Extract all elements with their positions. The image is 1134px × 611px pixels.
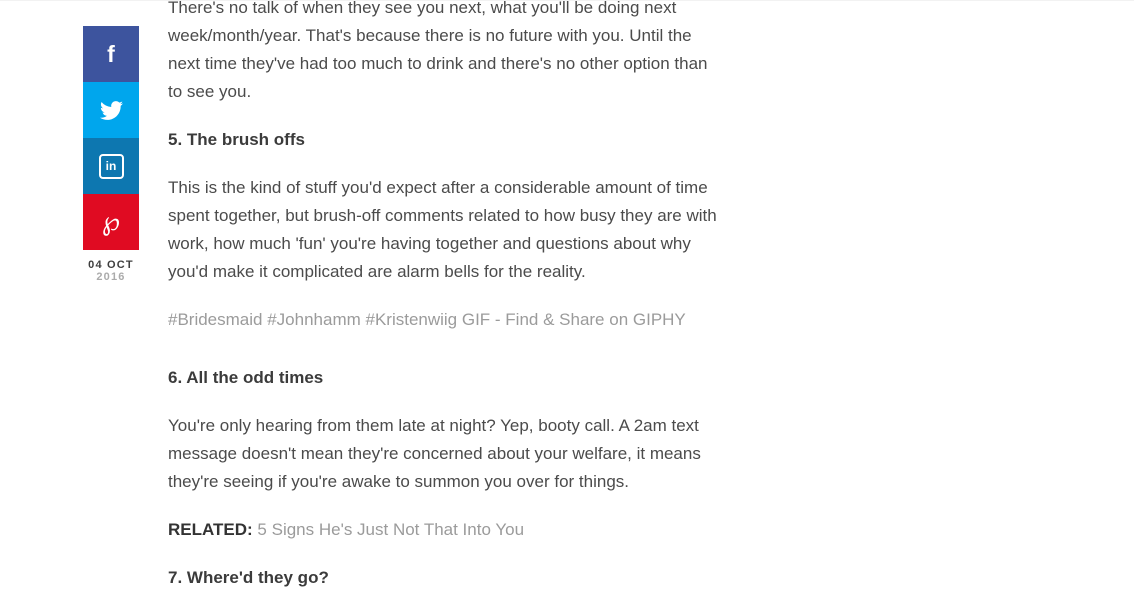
facebook-share-button[interactable] xyxy=(83,26,139,82)
pinterest-p-icon: ℘ xyxy=(101,206,121,236)
related-row xyxy=(168,516,725,544)
section-heading-5: 5. The brush offs xyxy=(168,130,305,149)
giphy-embed-row xyxy=(168,306,725,334)
facebook-f-icon: f xyxy=(107,40,115,67)
article-body xyxy=(168,0,725,611)
linkedin-in-icon: in xyxy=(99,154,124,179)
article-paragraph: This is the kind of stuff you'd expect after a considerable amount of time spent together, but brush-off comments related to how busy they are with work, how much 'fun' you're having together and questions about why you'd make it complicated are alarm bells for the reality. xyxy=(168,178,717,281)
article-paragraph: There's no talk of when they see you next, what you'll be doing next week/month/year. That's because there is no future with you. Until the next time they've had too much to drink and there's no other option than to see you. xyxy=(168,0,708,101)
publish-date-year: 2016 xyxy=(96,271,126,283)
section-heading-7: 7. Where'd they go? xyxy=(168,568,329,587)
publish-date xyxy=(83,259,139,283)
publish-date-day-month: 04 OCT xyxy=(88,259,134,271)
section-heading-6: 6. All the odd times xyxy=(168,368,324,387)
twitter-bird-icon xyxy=(100,99,123,122)
giphy-embed-link[interactable]: #Bridesmaid #Johnhamm #Kristenwiig GIF - Find & Share on GIPHY xyxy=(168,310,686,329)
related-label: RELATED: xyxy=(168,520,253,539)
article-paragraph: You're only hearing from them late at night? Yep, booty call. A 2am text message doesn't mean they're concerned about your welfare, it means they're seeing if you're awake to summon you over for things. xyxy=(168,416,701,491)
social-share-rail xyxy=(83,26,139,283)
pinterest-share-button[interactable] xyxy=(83,194,139,250)
linkedin-share-button[interactable] xyxy=(83,138,139,194)
twitter-share-button[interactable] xyxy=(83,82,139,138)
related-article-link[interactable]: 5 Signs He's Just Not That Into You xyxy=(257,520,525,539)
